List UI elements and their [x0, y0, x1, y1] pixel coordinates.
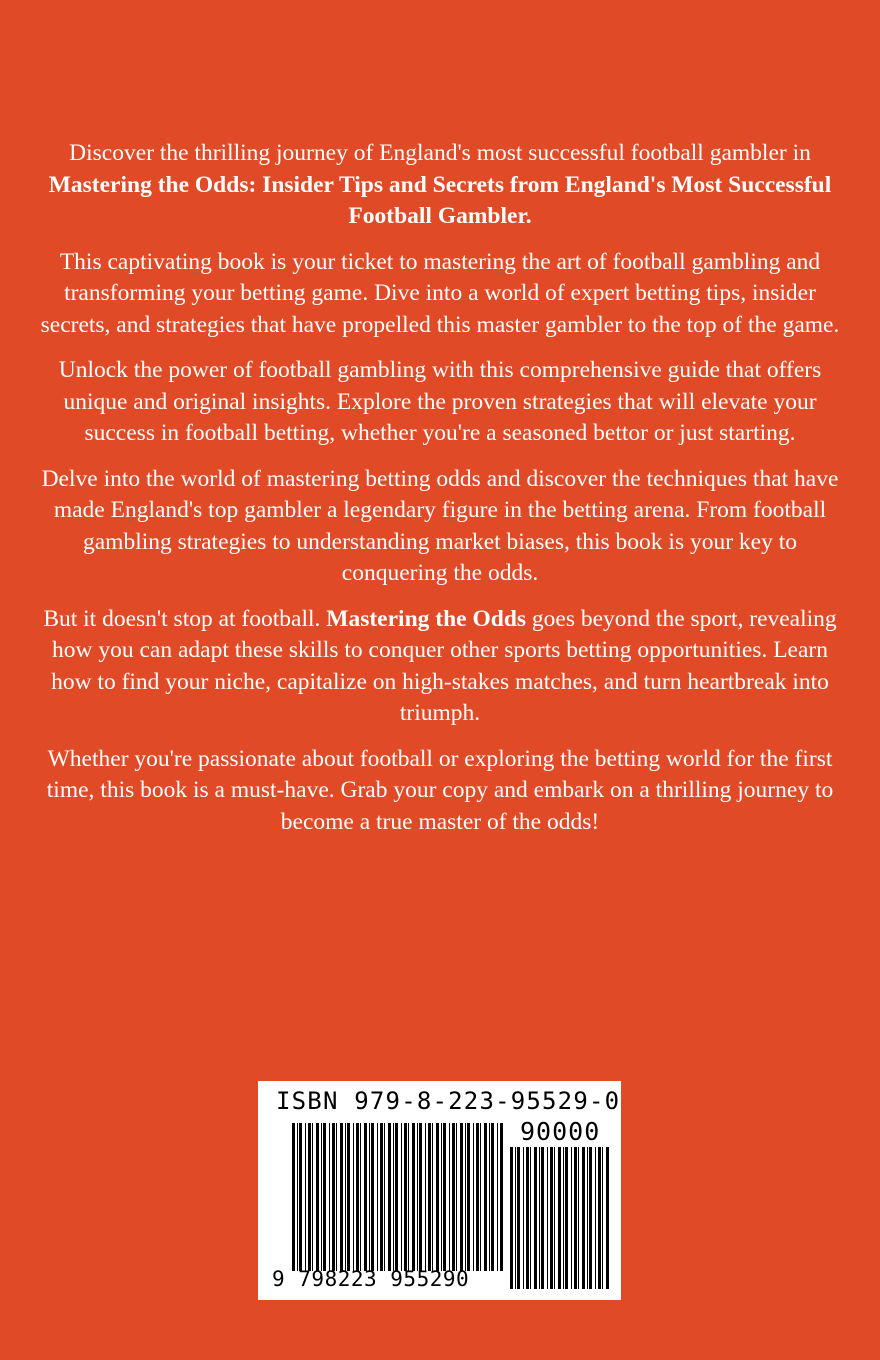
main-bar-37	[441, 1123, 442, 1271]
main-bar-27	[401, 1123, 402, 1271]
addon-bar-13	[563, 1147, 564, 1289]
main-bar-29	[408, 1123, 409, 1271]
main-bar-38	[443, 1123, 446, 1271]
main-bar-0	[292, 1123, 295, 1271]
main-bar-49	[489, 1123, 490, 1271]
blurb-paragraph-1	[40, 138, 840, 233]
blurb-paragraph-2: This captivating book is your ticket to mastering the art of football gambling and transforming your betting game. Dive into a world of expert betting tips, insider secrets, and strategies that have propelled this master gambler to the top of the game.	[40, 248, 840, 338]
addon-bar-21	[595, 1147, 596, 1289]
main-bar-11	[336, 1123, 337, 1271]
main-bar-36	[436, 1123, 439, 1271]
addon-bar-14	[565, 1147, 568, 1289]
main-bar-46	[476, 1123, 479, 1271]
book-full-title: Mastering the Odds: Insider Tips and Secrets from England's Most Successful Football Gambler.	[48, 171, 832, 229]
main-bar-21	[377, 1123, 378, 1271]
main-bar-10	[332, 1123, 335, 1271]
addon-bar-20	[589, 1147, 592, 1289]
main-bar-35	[432, 1123, 433, 1271]
addon-bar-12	[558, 1147, 561, 1289]
addon-bar-4	[526, 1147, 529, 1289]
main-bar-40	[452, 1123, 455, 1271]
main-bar-24	[388, 1123, 391, 1271]
main-bar-13	[345, 1123, 346, 1271]
book-short-title: Mastering the Odds	[326, 605, 527, 632]
main-bar-5	[312, 1123, 313, 1271]
main-bar-15	[353, 1123, 354, 1271]
addon-bar-19	[587, 1147, 588, 1289]
addon-bar-22	[598, 1147, 601, 1289]
main-bar-42	[460, 1123, 463, 1271]
isbn-barcode	[258, 1081, 621, 1300]
blurb-paragraph-6: Whether you're passionate about football or exploring the betting world for the first time, this book is a must-have. Grab your copy and embark on a thrilling journey to become a true master of the odds!	[46, 745, 834, 835]
main-bar-31	[417, 1123, 418, 1271]
addon-bar-18	[582, 1147, 585, 1289]
main-bar-12	[340, 1123, 343, 1271]
addon-bar-16	[574, 1147, 577, 1289]
main-bar-25	[393, 1123, 394, 1271]
addon-bar-6	[534, 1147, 537, 1289]
blurb-intro-text: Discover the thrilling journey of England's most successful football gambler in	[69, 140, 811, 166]
main-bar-16	[356, 1123, 359, 1271]
main-bar-30	[412, 1123, 415, 1271]
blurb-p5-rest: goes beyond the sport, revealing how you can adapt these skills to conquer other sports betting opportunities. Learn how to find your niche, capitalize on high-stakes matches, and turn heartbreak into triumph.	[51, 605, 837, 726]
blurb-paragraph-5	[40, 604, 840, 730]
addon-bar-0	[510, 1147, 513, 1289]
main-bar-17	[360, 1123, 361, 1271]
main-bar-22	[380, 1123, 383, 1271]
main-bar-50	[491, 1123, 494, 1271]
main-bar-34	[428, 1123, 431, 1271]
main-bar-41	[456, 1123, 457, 1271]
main-bar-52	[500, 1123, 503, 1271]
addon-bar-8	[541, 1147, 544, 1289]
addon-bar-1	[515, 1147, 516, 1289]
addon-bar-7	[539, 1147, 540, 1289]
main-bar-19	[369, 1123, 370, 1271]
main-bar-1	[297, 1123, 298, 1271]
main-bar-18	[364, 1123, 367, 1271]
addon-bar-9	[547, 1147, 548, 1289]
addon-bar-2	[517, 1147, 520, 1289]
main-bar-23	[384, 1123, 385, 1271]
blurb-p5-lead: But it doesn't stop at football.	[43, 605, 327, 632]
main-bar-14	[347, 1123, 350, 1271]
main-bar-48	[484, 1123, 487, 1271]
main-bar-3	[305, 1123, 306, 1271]
main-bar-47	[480, 1123, 481, 1271]
main-bar-26	[395, 1123, 398, 1271]
back-cover-blurb	[40, 138, 840, 852]
blurb-paragraph-4: Delve into the world of mastering betting odds and discover the techniques that have made England's top gambler a legendary figure in the betting arena. From football gambling strategies to understanding market biases, this book is your key to conquering the odds.	[41, 465, 839, 586]
addon-bar-24	[606, 1147, 609, 1289]
blurb-paragraph-3: Unlock the power of football gambling with this comprehensive guide that offers unique and original insights. Explore the proven strategies that will elevate your success in football betting, whether you're a seasoned bettor or just starting.	[58, 357, 822, 446]
main-bar-2	[299, 1123, 302, 1271]
addon-bar-11	[554, 1147, 555, 1289]
addon-bar-3	[523, 1147, 524, 1289]
ean-digits: 9 798223 955290	[272, 1267, 470, 1291]
addon-bar-5	[530, 1147, 531, 1289]
main-bar-39	[449, 1123, 450, 1271]
main-bar-43	[465, 1123, 466, 1271]
main-bar-33	[425, 1123, 426, 1271]
main-bar-28	[404, 1123, 407, 1271]
main-bar-7	[321, 1123, 322, 1271]
price-code: 90000	[520, 1117, 601, 1146]
main-bar-6	[316, 1123, 319, 1271]
addon-bar-10	[550, 1147, 553, 1289]
main-bar-32	[419, 1123, 422, 1271]
main-bar-51	[497, 1123, 498, 1271]
addon-bar-15	[571, 1147, 572, 1289]
main-bar-45	[473, 1123, 474, 1271]
isbn-label: ISBN 979-8-223-95529-0	[276, 1087, 621, 1115]
main-bar-20	[371, 1123, 374, 1271]
main-bar-9	[329, 1123, 330, 1271]
main-bar-4	[308, 1123, 311, 1271]
addon-bar-17	[578, 1147, 579, 1289]
main-bar-8	[323, 1123, 326, 1271]
addon-bar-23	[602, 1147, 603, 1289]
main-bar-44	[467, 1123, 470, 1271]
